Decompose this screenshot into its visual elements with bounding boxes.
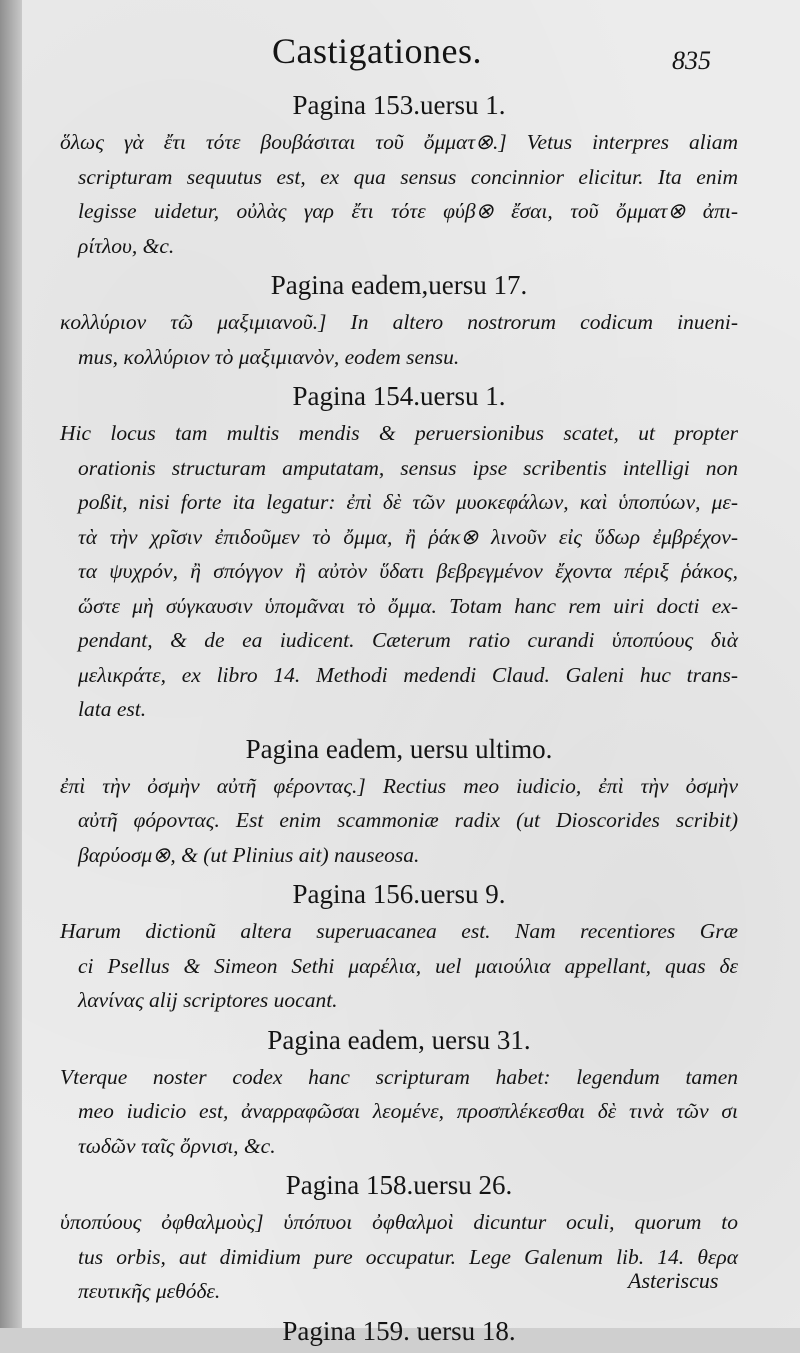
text-line: μελικράτε, ex libro 14. Methodi medendi Claud. Galeni huc trans-	[78, 662, 738, 687]
text-line: λανίνας alij scriptores uocant.	[78, 988, 338, 1012]
text-line: πευτικῆς μεθόδε.	[78, 1279, 221, 1303]
text-line: αὐτῆ φόροντας. Est enim scammoniæ radix (ut Dioscorides scribit)	[78, 808, 738, 832]
running-head	[22, 28, 800, 78]
text-line: κολλύριον τῶ μαξιμιανοῦ.] In altero nostrorum codicum inueni-	[60, 310, 738, 334]
commentary-section	[60, 732, 738, 873]
text-line: legisse uidetur, οὐλὰς γαρ ἔτι τότε φύβ⊗ ἔσαι, τοῦ ὄμματ⊗ ἀπι-	[78, 199, 738, 223]
text-line: ἐπὶ τὴν ὀσμὴν αὐτῆ φέροντας.] Rectius meo iudicio, ἐπὶ τὴν ὀσμὴν	[60, 773, 738, 798]
text-line: ὑποπύους ὀφθαλμοὺς] ὑπόπυοι ὀφθαλμοὶ dicuntur oculi, quorum to	[60, 1210, 738, 1234]
running-title: Castigationes.	[272, 31, 482, 71]
section-heading: Pagina 158.uersu 26.	[285, 1170, 513, 1200]
text-line: Hic locus tam multis mendis & peruersionibus scatet, ut propter	[60, 421, 738, 445]
book-page	[22, 0, 800, 1346]
text-line: τωδῶν ταῖς ὄρνισι, &c.	[78, 1133, 276, 1158]
text-line: pendant, & de ea iudicent. Cæterum ratio curandi ὑποπύους διὰ	[78, 628, 738, 652]
text-line: ci Psellus & Simeon Sethi μαρέλια, uel μαιούλια appellant, quas δε	[78, 953, 738, 978]
commentary-section	[60, 268, 738, 374]
section-heading: Pagina eadem, uersu ultimo.	[245, 733, 553, 764]
text-line: ὅλως γὰ ἔτι τότε βουβάσιται τοῦ ὄμματ⊗.] Vetus interpres aliam	[60, 130, 738, 154]
commentary-section	[60, 1023, 738, 1164]
text-line: Harum dictionũ altera superuacanea est. Nam recentiores Græ	[60, 919, 738, 943]
text-line: tus orbis, aut dimidium pure occupatur. Lege Galenum lib. 14. θερα	[78, 1244, 738, 1269]
text-line: mus, κολλύριον τὸ μαξιμιανὸν, eodem sensu.	[78, 344, 460, 369]
section-heading: Pagina 154.uersu 1.	[292, 381, 506, 411]
text-line: poßit, nisi forte ita legatur: ἐπὶ δὲ τῶν μυοκεφάλων, καὶ ὑποπύων, με-	[78, 490, 738, 514]
section-heading: Pagina eadem, uersu 31.	[267, 1024, 531, 1055]
commentary-section	[60, 877, 738, 1018]
section-heading: Pagina 153.uersu 1.	[292, 90, 506, 120]
commentary-section	[60, 379, 738, 727]
text-line: τὰ τὴν χρῖσιν ἐπιδοῦμεν τὸ ὄμμα, ἢ ῥάκ⊗ λινοῦν εἰς ὕδωρ ἐμβρέχον-	[78, 524, 738, 549]
commentary-section	[60, 88, 738, 263]
section-heading: Pagina 156.uersu 9.	[292, 879, 506, 909]
text-line: τα ψυχρόν, ἢ σπόγγον ἢ αὐτὸν ὕδατι βεβρεγμένον ἔχοντα πέριξ ῥάκος,	[78, 559, 738, 583]
text-line: scripturam sequutus est, ex qua sensus concinnior elicitur. Ita enim	[78, 164, 738, 189]
catchword: Asteriscus	[628, 1268, 719, 1293]
text-line: Vterque noster codex hanc scripturam habet: legendum tamen	[60, 1064, 738, 1089]
section-heading: Pagina 159. uersu 18.	[282, 1315, 516, 1346]
commentary-section	[60, 1314, 738, 1348]
text-line: βαρύοσμ⊗, & (ut Plinius ait) nauseosa.	[78, 842, 420, 867]
text-line: lata est.	[78, 697, 147, 721]
binding-gutter	[0, 0, 22, 1328]
text-line: ρίτλου, &c.	[78, 233, 175, 258]
text-line: ὥστε μὴ σύγκαυσιν ὑπομᾶναι τὸ ὄμμα. Totam hanc rem uiri docti ex-	[78, 593, 738, 618]
section-heading: Pagina eadem,uersu 17.	[270, 270, 528, 300]
text-line: orationis structuram amputatam, sensus ipse scribentis intelligi non	[78, 455, 738, 480]
commentary-body	[60, 84, 738, 1353]
text-line: meo iudicio est, ἀναρραφῶσαι λεομένε, προσπλέκεσθαι δὲ τινὰ τῶν σι	[78, 1099, 738, 1123]
page-number: 835	[672, 46, 711, 75]
